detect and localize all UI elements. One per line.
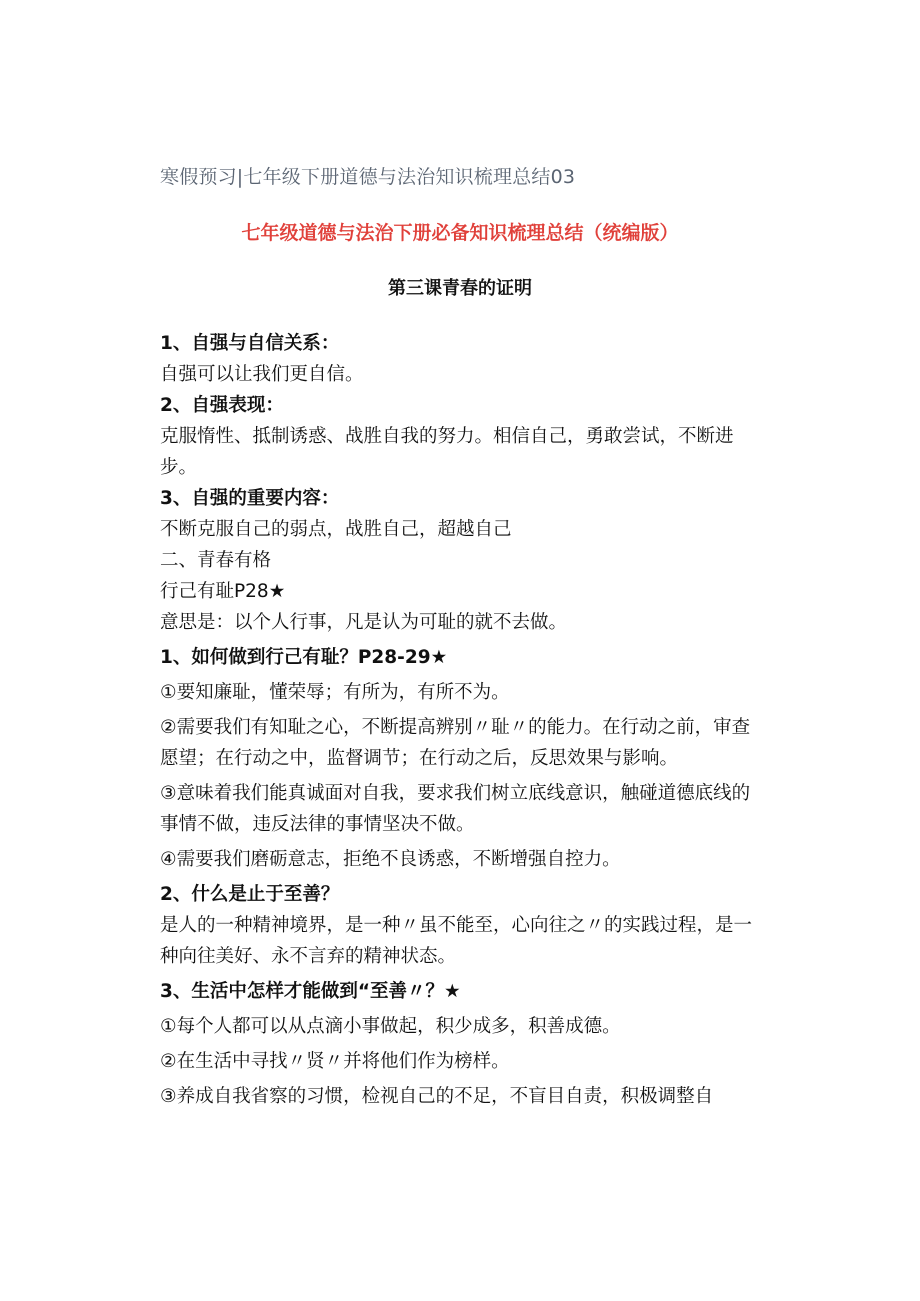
list-item: ②在生活中寻找〃贤〃并将他们作为榜样。 bbox=[160, 1051, 510, 1072]
section-heading: 3、自强的重要内容： bbox=[160, 488, 340, 509]
paragraph: 是人的一种精神境界，是一种〃虽不能至，心向往之〃的实践过程，是一种向往美好、永不言弃的精神状态。 bbox=[160, 915, 753, 967]
document-body bbox=[160, 328, 770, 1112]
lesson-title: 第三课青春的证明 bbox=[388, 278, 532, 299]
document-page bbox=[160, 162, 770, 1112]
list-item: ④需要我们磨砺意志，拒绝不良诱惑，不断增强自控力。 bbox=[160, 849, 621, 870]
list-item: ③意味着我们能真诚面对自我，要求我们树立底线意识，触碰道德底线的事情不做，违反法律的事情坚决不做。 bbox=[160, 783, 751, 835]
list-item: ③养成自我省察的习惯，检视自己的不足，不盲目自责，积极调整自 bbox=[160, 1086, 714, 1107]
paragraph: 意思是：以个人行事，凡是认为可耻的就不去做。 bbox=[160, 612, 568, 633]
section-heading: 1、自强与自信关系： bbox=[160, 333, 340, 354]
section-heading: 2、自强表现： bbox=[160, 395, 284, 416]
document-main-title: 七年级道德与法治下册必备知识梳理总结（统编版） bbox=[241, 222, 679, 244]
list-item: ①要知廉耻，懂荣辱；有所为，有所不为。 bbox=[160, 682, 510, 703]
subsection-title: 二、青春有格 bbox=[160, 550, 272, 571]
section-heading: 1、如何做到行己有耻？P28-29★ bbox=[160, 647, 448, 668]
list-item: ①每个人都可以从点滴小事做起，积少成多，积善成德。 bbox=[160, 1016, 621, 1037]
document-top-title: 寒假预习|七年级下册道德与法治知识梳理总结03 bbox=[160, 166, 576, 188]
paragraph: 自强可以让我们更自信。 bbox=[160, 364, 364, 385]
section-heading: 3、生活中怎样才能做到“至善〃？★ bbox=[160, 981, 461, 1002]
subsection-title: 行己有耻P28★ bbox=[160, 581, 286, 602]
list-item: ②需要我们有知耻之心，不断提高辨别〃耻〃的能力。在行动之前，审查愿望；在行动之中，监督调节；在行动之后，反思效果与影响。 bbox=[160, 717, 751, 769]
section-heading: 2、什么是止于至善？ bbox=[160, 884, 340, 905]
paragraph: 不断克服自己的弱点，战胜自己，超越自己 bbox=[160, 519, 512, 540]
paragraph: 克服惰性、抵制诱惑、战胜自我的努力。相信自己，勇敢尝试，不断进步。 bbox=[160, 426, 734, 478]
